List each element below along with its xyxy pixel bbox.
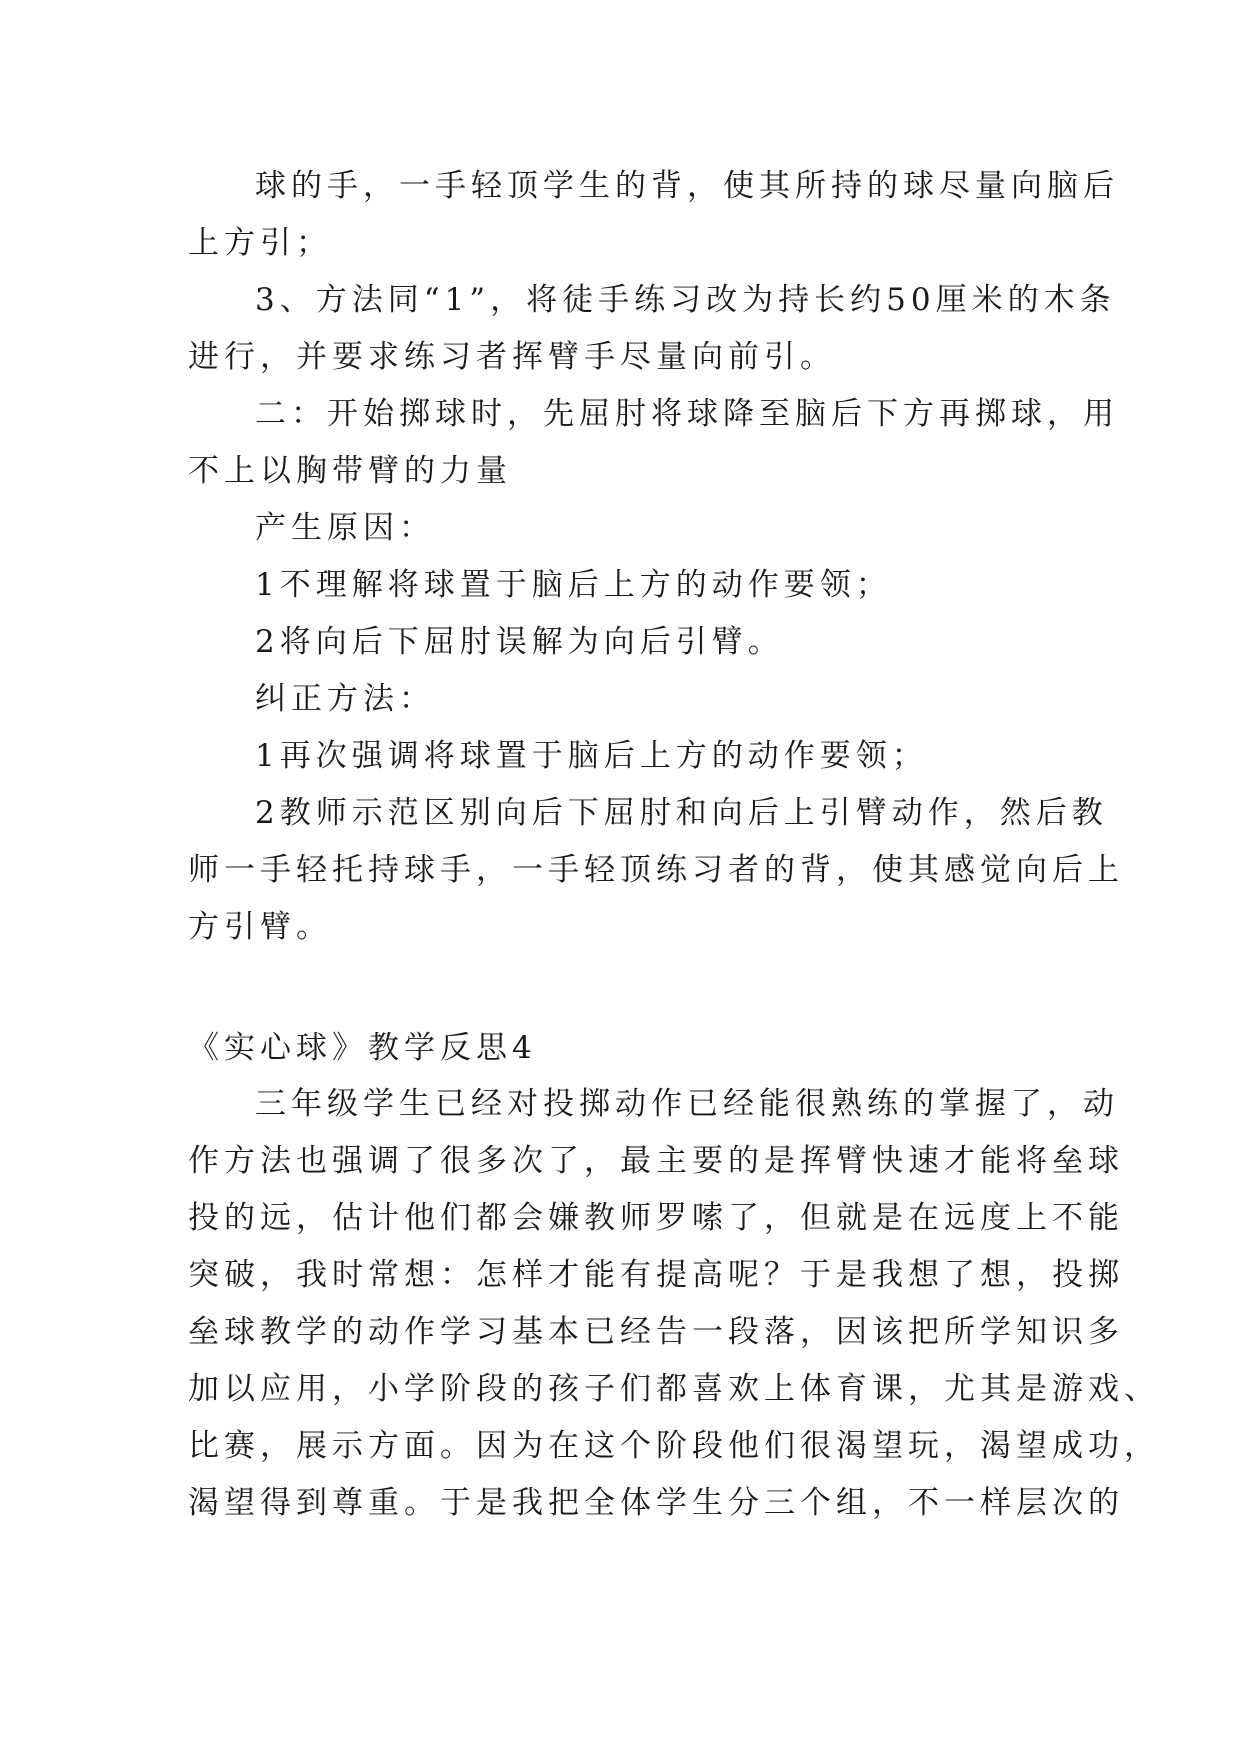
paragraph-line: 二：开始掷球时，先屈肘将球降至脑后下方再掷球，用 [255,396,1119,432]
paragraph-line: 3、方法同“1”，将徒手练习改为持长约50厘米的木条 [255,282,1116,318]
paragraph-line: 上方引； [188,225,332,261]
paragraph-line: 垒球教学的动作学习基本已经告一段落，因该把所学知识多 [188,1314,1124,1350]
paragraph-line: 作方法也强调了很多次了，最主要的是挥臂快速才能将垒球 [188,1143,1124,1179]
paragraph-line: 渴望得到尊重。于是我把全体学生分三个组，不一样层次的 [188,1485,1124,1521]
paragraph-line: 加以应用，小学阶段的孩子们都喜欢上体育课，尤其是游戏、 [188,1371,1160,1407]
paragraph-line: 突破，我时常想：怎样才能有提高呢？于是我想了想，投掷 [188,1257,1124,1293]
paragraph-line: 1不理解将球置于脑后上方的动作要领； [255,567,892,603]
paragraph-line: 师一手轻托持球手，一手轻顶练习者的背，使其感觉向后上 [188,852,1124,888]
paragraph-line: 投的远，估计他们都会嫌教师罗嗦了，但就是在远度上不能 [188,1200,1124,1236]
paragraph-line: 1再次强调将球置于脑后上方的动作要领； [255,738,928,774]
paragraph-line: 比赛，展示方面。因为在这个阶段他们很渴望玩，渴望成功， [188,1428,1160,1464]
paragraph-line: 方引臂。 [188,909,332,945]
paragraph-line: 纠正方法： [255,681,435,717]
section-heading: 《实心球》教学反思4 [188,1030,537,1066]
paragraph-line: 进行，并要求练习者挥臂手尽量向前引。 [188,339,836,375]
paragraph-line: 2将向后下屈肘误解为向后引臂。 [255,624,784,660]
paragraph-line: 三年级学生已经对投掷动作已经能很熟练的掌握了，动 [255,1086,1119,1122]
paragraph-line: 球的手，一手轻顶学生的背，使其所持的球尽量向脑后 [255,168,1119,204]
paragraph-line: 2教师示范区别向后下屈肘和向后上引臂动作，然后教 [255,795,1108,831]
paragraph-line: 不上以胸带臂的力量 [188,453,512,489]
paragraph-line: 产生原因： [255,510,435,546]
